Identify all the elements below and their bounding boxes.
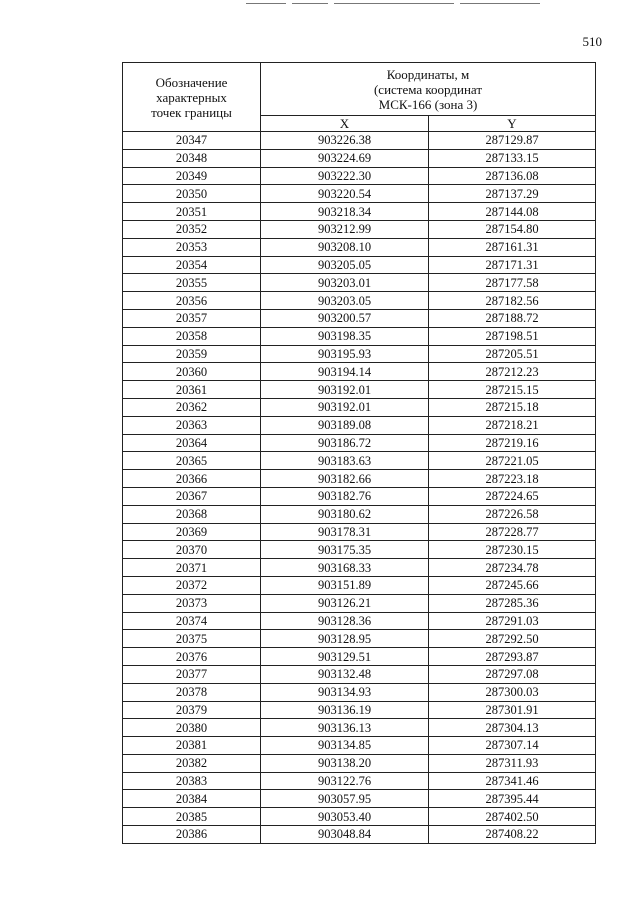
x-coordinate-cell: 903203.05 [261,292,429,310]
table-row [123,505,596,523]
x-coordinate-cell: 903057.95 [261,790,429,808]
point-id-cell: 20375 [123,630,261,648]
x-coordinate-cell: 903189.08 [261,416,429,434]
coordinates-table [122,62,596,844]
table-row [123,398,596,416]
table-row [123,487,596,505]
x-coordinate-cell: 903182.76 [261,487,429,505]
x-coordinate-cell: 903208.10 [261,238,429,256]
y-coordinate-cell: 287223.18 [429,470,596,488]
point-id-cell: 20386 [123,826,261,844]
point-id-cell: 20370 [123,541,261,559]
page-number: 510 [582,34,602,49]
y-coordinate-cell: 287301.91 [429,701,596,719]
point-id-cell: 20360 [123,363,261,381]
point-id-cell: 20368 [123,505,261,523]
x-coordinate-cell: 903182.66 [261,470,429,488]
y-coordinate-cell: 287234.78 [429,559,596,577]
table-row [123,737,596,755]
table-row [123,790,596,808]
point-label-header [123,63,261,132]
point-id-cell: 20380 [123,719,261,737]
table-row [123,132,596,150]
y-coordinate-cell: 287245.66 [429,576,596,594]
y-coordinate-cell: 287297.08 [429,665,596,683]
x-coordinate-cell: 903128.36 [261,612,429,630]
point-id-cell: 20363 [123,416,261,434]
x-coordinate-cell: 903132.48 [261,665,429,683]
point-id-cell: 20383 [123,772,261,790]
point-id-cell: 20362 [123,398,261,416]
point-id-cell: 20377 [123,665,261,683]
table-row [123,220,596,238]
table-row [123,363,596,381]
y-coordinate-cell: 287154.80 [429,220,596,238]
point-id-cell: 20379 [123,701,261,719]
y-coordinate-cell: 287218.21 [429,416,596,434]
point-id-cell: 20365 [123,452,261,470]
x-coordinate-cell: 903203.01 [261,274,429,292]
header-line: Координаты, м [386,66,470,82]
point-id-cell: 20351 [123,203,261,221]
y-coordinate-cell: 287133.15 [429,149,596,167]
table-row [123,683,596,701]
table-row [123,630,596,648]
y-coordinate-cell: 287136.08 [429,167,596,185]
x-coordinate-cell: 903198.35 [261,327,429,345]
table-row [123,612,596,630]
x-coordinate-cell: 903126.21 [261,594,429,612]
x-coordinate-cell: 903129.51 [261,648,429,666]
y-coordinate-cell: 287226.58 [429,505,596,523]
point-id-cell: 20371 [123,559,261,577]
point-id-cell: 20350 [123,185,261,203]
x-coordinate-cell: 903136.13 [261,719,429,737]
x-coordinate-cell: 903194.14 [261,363,429,381]
table-row [123,256,596,274]
point-id-cell: 20373 [123,594,261,612]
y-column-header: Y [429,116,596,132]
header-line: (система координат [373,81,483,97]
x-coordinate-cell: 903136.19 [261,701,429,719]
point-id-cell: 20369 [123,523,261,541]
x-coordinate-cell: 903205.05 [261,256,429,274]
table-row [123,808,596,826]
y-coordinate-cell: 287402.50 [429,808,596,826]
table-row [123,238,596,256]
point-id-cell: 20349 [123,167,261,185]
y-coordinate-cell: 287188.72 [429,309,596,327]
table-row [123,541,596,559]
y-coordinate-cell: 287307.14 [429,737,596,755]
header-line: МСК-166 (зона 3) [378,96,478,112]
y-coordinate-cell: 287300.03 [429,683,596,701]
x-coordinate-cell: 903186.72 [261,434,429,452]
y-coordinate-cell: 287205.51 [429,345,596,363]
x-coordinate-cell: 903226.38 [261,132,429,150]
y-coordinate-cell: 287144.08 [429,203,596,221]
y-coordinate-cell: 287292.50 [429,630,596,648]
table-row [123,149,596,167]
coordinates-header [261,63,596,116]
table-row [123,523,596,541]
x-coordinate-cell: 903128.95 [261,630,429,648]
point-id-cell: 20366 [123,470,261,488]
y-coordinate-cell: 287230.15 [429,541,596,559]
header-line: точек границы [151,104,232,120]
table-row [123,327,596,345]
table-row [123,701,596,719]
point-id-cell: 20358 [123,327,261,345]
point-id-cell: 20348 [123,149,261,167]
x-coordinate-cell: 903224.69 [261,149,429,167]
point-id-cell: 20357 [123,309,261,327]
point-id-cell: 20359 [123,345,261,363]
point-id-cell: 20374 [123,612,261,630]
y-coordinate-cell: 287395.44 [429,790,596,808]
point-id-cell: 20361 [123,381,261,399]
x-column-header: X [261,116,429,132]
x-coordinate-cell: 903180.62 [261,505,429,523]
table-row [123,470,596,488]
x-coordinate-cell: 903053.40 [261,808,429,826]
y-coordinate-cell: 287219.16 [429,434,596,452]
x-coordinate-cell: 903122.76 [261,772,429,790]
x-coordinate-cell: 903134.93 [261,683,429,701]
point-id-cell: 20372 [123,576,261,594]
table-row [123,559,596,577]
y-coordinate-cell: 287137.29 [429,185,596,203]
y-coordinate-cell: 287291.03 [429,612,596,630]
table-row [123,665,596,683]
point-id-cell: 20367 [123,487,261,505]
x-coordinate-cell: 903048.84 [261,826,429,844]
table-row [123,203,596,221]
x-coordinate-cell: 903192.01 [261,398,429,416]
table-row [123,292,596,310]
y-coordinate-cell: 287224.65 [429,487,596,505]
table-row [123,309,596,327]
table-row [123,167,596,185]
x-coordinate-cell: 903151.89 [261,576,429,594]
point-id-cell: 20347 [123,132,261,150]
table-row [123,772,596,790]
x-coordinate-cell: 903138.20 [261,754,429,772]
table-row [123,185,596,203]
x-coordinate-cell: 903168.33 [261,559,429,577]
y-coordinate-cell: 287215.15 [429,381,596,399]
y-coordinate-cell: 287293.87 [429,648,596,666]
x-coordinate-cell: 903222.30 [261,167,429,185]
y-coordinate-cell: 287198.51 [429,327,596,345]
point-id-cell: 20355 [123,274,261,292]
y-coordinate-cell: 287311.93 [429,754,596,772]
y-coordinate-cell: 287341.46 [429,772,596,790]
y-coordinate-cell: 287408.22 [429,826,596,844]
table-row [123,416,596,434]
y-coordinate-cell: 287129.87 [429,132,596,150]
point-id-cell: 20376 [123,648,261,666]
table-row [123,452,596,470]
table-row [123,274,596,292]
table-row [123,345,596,363]
y-coordinate-cell: 287177.58 [429,274,596,292]
table-row [123,754,596,772]
y-coordinate-cell: 287182.56 [429,292,596,310]
point-id-cell: 20381 [123,737,261,755]
point-id-cell: 20356 [123,292,261,310]
x-coordinate-cell: 903200.57 [261,309,429,327]
table-row [123,381,596,399]
x-coordinate-cell: 903220.54 [261,185,429,203]
table-row [123,594,596,612]
y-coordinate-cell: 287228.77 [429,523,596,541]
x-coordinate-cell: 903218.34 [261,203,429,221]
point-id-cell: 20378 [123,683,261,701]
x-coordinate-cell: 903192.01 [261,381,429,399]
point-id-cell: 20382 [123,754,261,772]
x-coordinate-cell: 903175.35 [261,541,429,559]
table-row [123,576,596,594]
point-id-cell: 20384 [123,790,261,808]
x-coordinate-cell: 903212.99 [261,220,429,238]
y-coordinate-cell: 287221.05 [429,452,596,470]
x-coordinate-cell: 903178.31 [261,523,429,541]
point-id-cell: 20385 [123,808,261,826]
table-row [123,719,596,737]
y-coordinate-cell: 287212.23 [429,363,596,381]
table-row [123,826,596,844]
point-id-cell: 20354 [123,256,261,274]
top-rule [0,0,640,8]
point-id-cell: 20352 [123,220,261,238]
point-id-cell: 20353 [123,238,261,256]
header-line: Обозначение [155,74,228,90]
y-coordinate-cell: 287171.31 [429,256,596,274]
table-row [123,434,596,452]
point-id-cell: 20364 [123,434,261,452]
table-row [123,648,596,666]
x-coordinate-cell: 903134.85 [261,737,429,755]
x-coordinate-cell: 903183.63 [261,452,429,470]
x-coordinate-cell: 903195.93 [261,345,429,363]
y-coordinate-cell: 287161.31 [429,238,596,256]
header-line: характерных [156,89,227,105]
y-coordinate-cell: 287285.36 [429,594,596,612]
y-coordinate-cell: 287304.13 [429,719,596,737]
y-coordinate-cell: 287215.18 [429,398,596,416]
